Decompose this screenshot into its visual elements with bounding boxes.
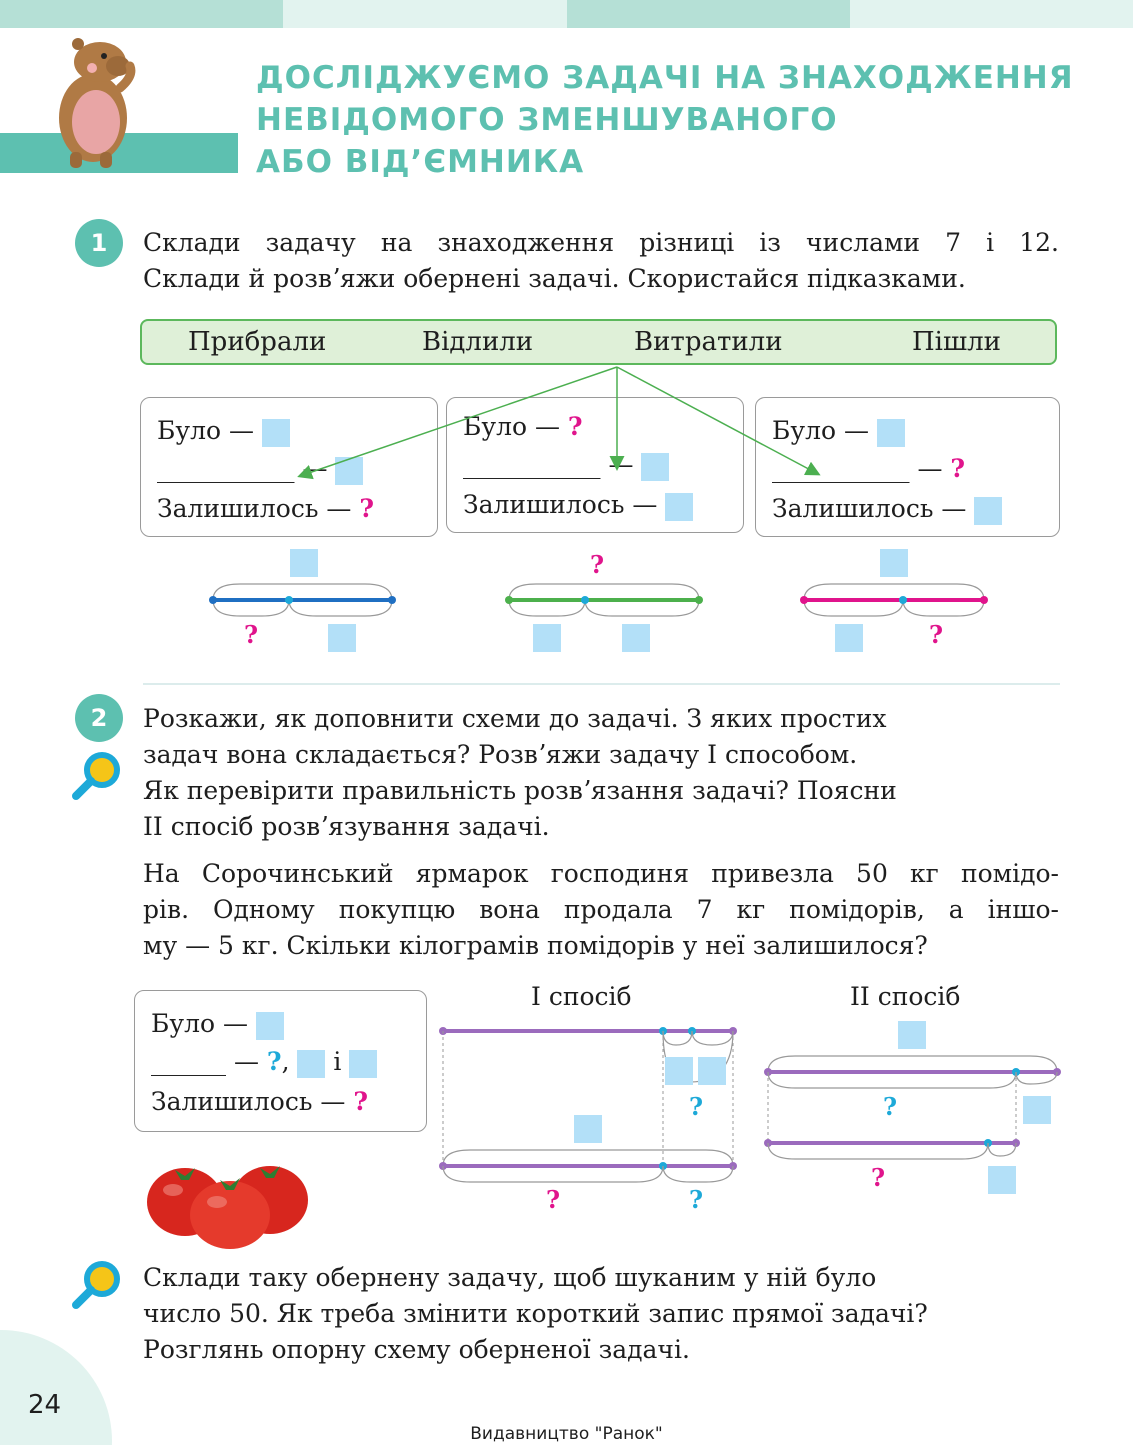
answer-box[interactable] (533, 624, 561, 652)
card1-blank: ___________ (157, 454, 295, 483)
t2-and: і (333, 1047, 342, 1076)
hint-1: Прибрали (188, 327, 327, 357)
question-mark: ? (929, 620, 944, 649)
task-3-line-3: Розглянь опорну схему оберненої задачі. (143, 1335, 690, 1364)
card2-blank: ___________ (463, 450, 601, 479)
question-mark: ? (590, 550, 605, 579)
task-2-problem (143, 856, 1059, 964)
answer-box[interactable] (574, 1115, 602, 1143)
task-3-text (143, 1260, 1059, 1368)
question-mark: ? (950, 454, 966, 483)
task-2-line-2: задач вона складається? Розвʼяжи задачу І способом. (143, 740, 858, 769)
hint-3: Витратили (634, 327, 783, 357)
answer-box[interactable] (665, 1057, 693, 1085)
question-mark: ? (244, 620, 259, 649)
card3-blank: ___________ (772, 454, 910, 483)
answer-box[interactable] (1023, 1096, 1051, 1124)
answer-box[interactable] (290, 549, 318, 577)
card1-row3: Залишилось — (157, 494, 352, 523)
card3-dash: — (917, 454, 943, 483)
question-mark: ? (359, 494, 375, 523)
card1-dash: — (302, 454, 328, 483)
question-mark: ? (567, 412, 583, 441)
title-line-2: НЕВІДОМОГО ЗМЕНШУВАНОГО (256, 102, 838, 138)
question-mark: ? (689, 1092, 704, 1121)
method-2-label: ІІ спосіб (850, 982, 961, 1011)
t2-comma: , (281, 1047, 290, 1076)
question-mark: ? (689, 1185, 704, 1214)
answer-box[interactable] (880, 549, 908, 577)
task-3-line-2: число 50. Як треба змінити короткий запис прямої задачі? (143, 1299, 928, 1328)
question-mark: ? (546, 1185, 561, 1214)
card2-dash: — (608, 450, 634, 479)
magnifier-icon (70, 748, 124, 802)
task-2-line-1: Розкажи, як доповнити схеми до задачі. З яких простих (143, 704, 887, 733)
card1-row1: Було — (157, 416, 254, 445)
card2-row1: Було — (463, 412, 560, 441)
hint-4: Пішли (912, 327, 1002, 357)
hint-2: Відлили (422, 327, 534, 357)
t2-dash: — (233, 1047, 259, 1076)
card2-row3: Залишилось — (463, 490, 658, 519)
publisher: Видавництво "Ранок" (470, 1424, 663, 1444)
answer-box[interactable] (328, 624, 356, 652)
task-1-line-1: Склади задачу на знаходження різниці із числами 7 і 12. (143, 228, 1059, 257)
t2-row3: Залишилось — (151, 1087, 346, 1116)
title-line-3: АБО ВІДʼЄМНИКА (256, 144, 585, 180)
answer-box[interactable] (898, 1021, 926, 1049)
card3-row1: Було — (772, 416, 869, 445)
task-1-line-2: Склади й розвʼяжи обернені задачі. Скористайся підказками. (143, 264, 966, 293)
task-2-badge: 2 (75, 694, 123, 742)
scheme-task1 (0, 540, 1133, 670)
hint-arrows (0, 0, 1133, 600)
problem-line-1: На Сорочинський ярмарок господиня привезла 50 кг помідо- (143, 859, 1059, 888)
problem-line-3: му — 5 кг. Скільки кілограмів помідорів у неї залишилося? (143, 931, 928, 960)
question-mark: ? (353, 1087, 369, 1116)
task-3-line-1: Склади таку обернену задачу, щоб шуканим у ній було (143, 1263, 877, 1292)
answer-box[interactable] (988, 1166, 1016, 1194)
task-2-text (143, 701, 1059, 845)
problem-line-2: рів. Одному покупцю вона продала 7 кг помідорів, а іншо- (143, 895, 1059, 924)
title-line-1: ДОСЛІДЖУЄМО ЗАДАЧІ НА ЗНАХОДЖЕННЯ (256, 60, 1074, 96)
card3-row3: Залишилось — (772, 494, 967, 523)
answer-box[interactable] (835, 624, 863, 652)
t2-row1: Було — (151, 1009, 248, 1038)
divider (143, 683, 1060, 685)
tomatoes-icon (145, 1150, 315, 1250)
question-mark: ? (883, 1092, 898, 1121)
method-1-label: І спосіб (531, 982, 632, 1011)
answer-box[interactable] (622, 624, 650, 652)
task-2-line-4: ІІ спосіб розвʼязування задачі. (143, 812, 550, 841)
page-number: 24 (28, 1390, 62, 1420)
task-1-badge: 1 (75, 219, 123, 267)
question-mark: ? (871, 1163, 886, 1192)
magnifier-icon (70, 1257, 124, 1311)
question-mark: ? (266, 1047, 282, 1076)
t2-blank: ______ (151, 1047, 226, 1076)
answer-box[interactable] (698, 1057, 726, 1085)
task-2-line-3: Як перевірити правильність розвʼязання задачі? Поясни (143, 776, 897, 805)
